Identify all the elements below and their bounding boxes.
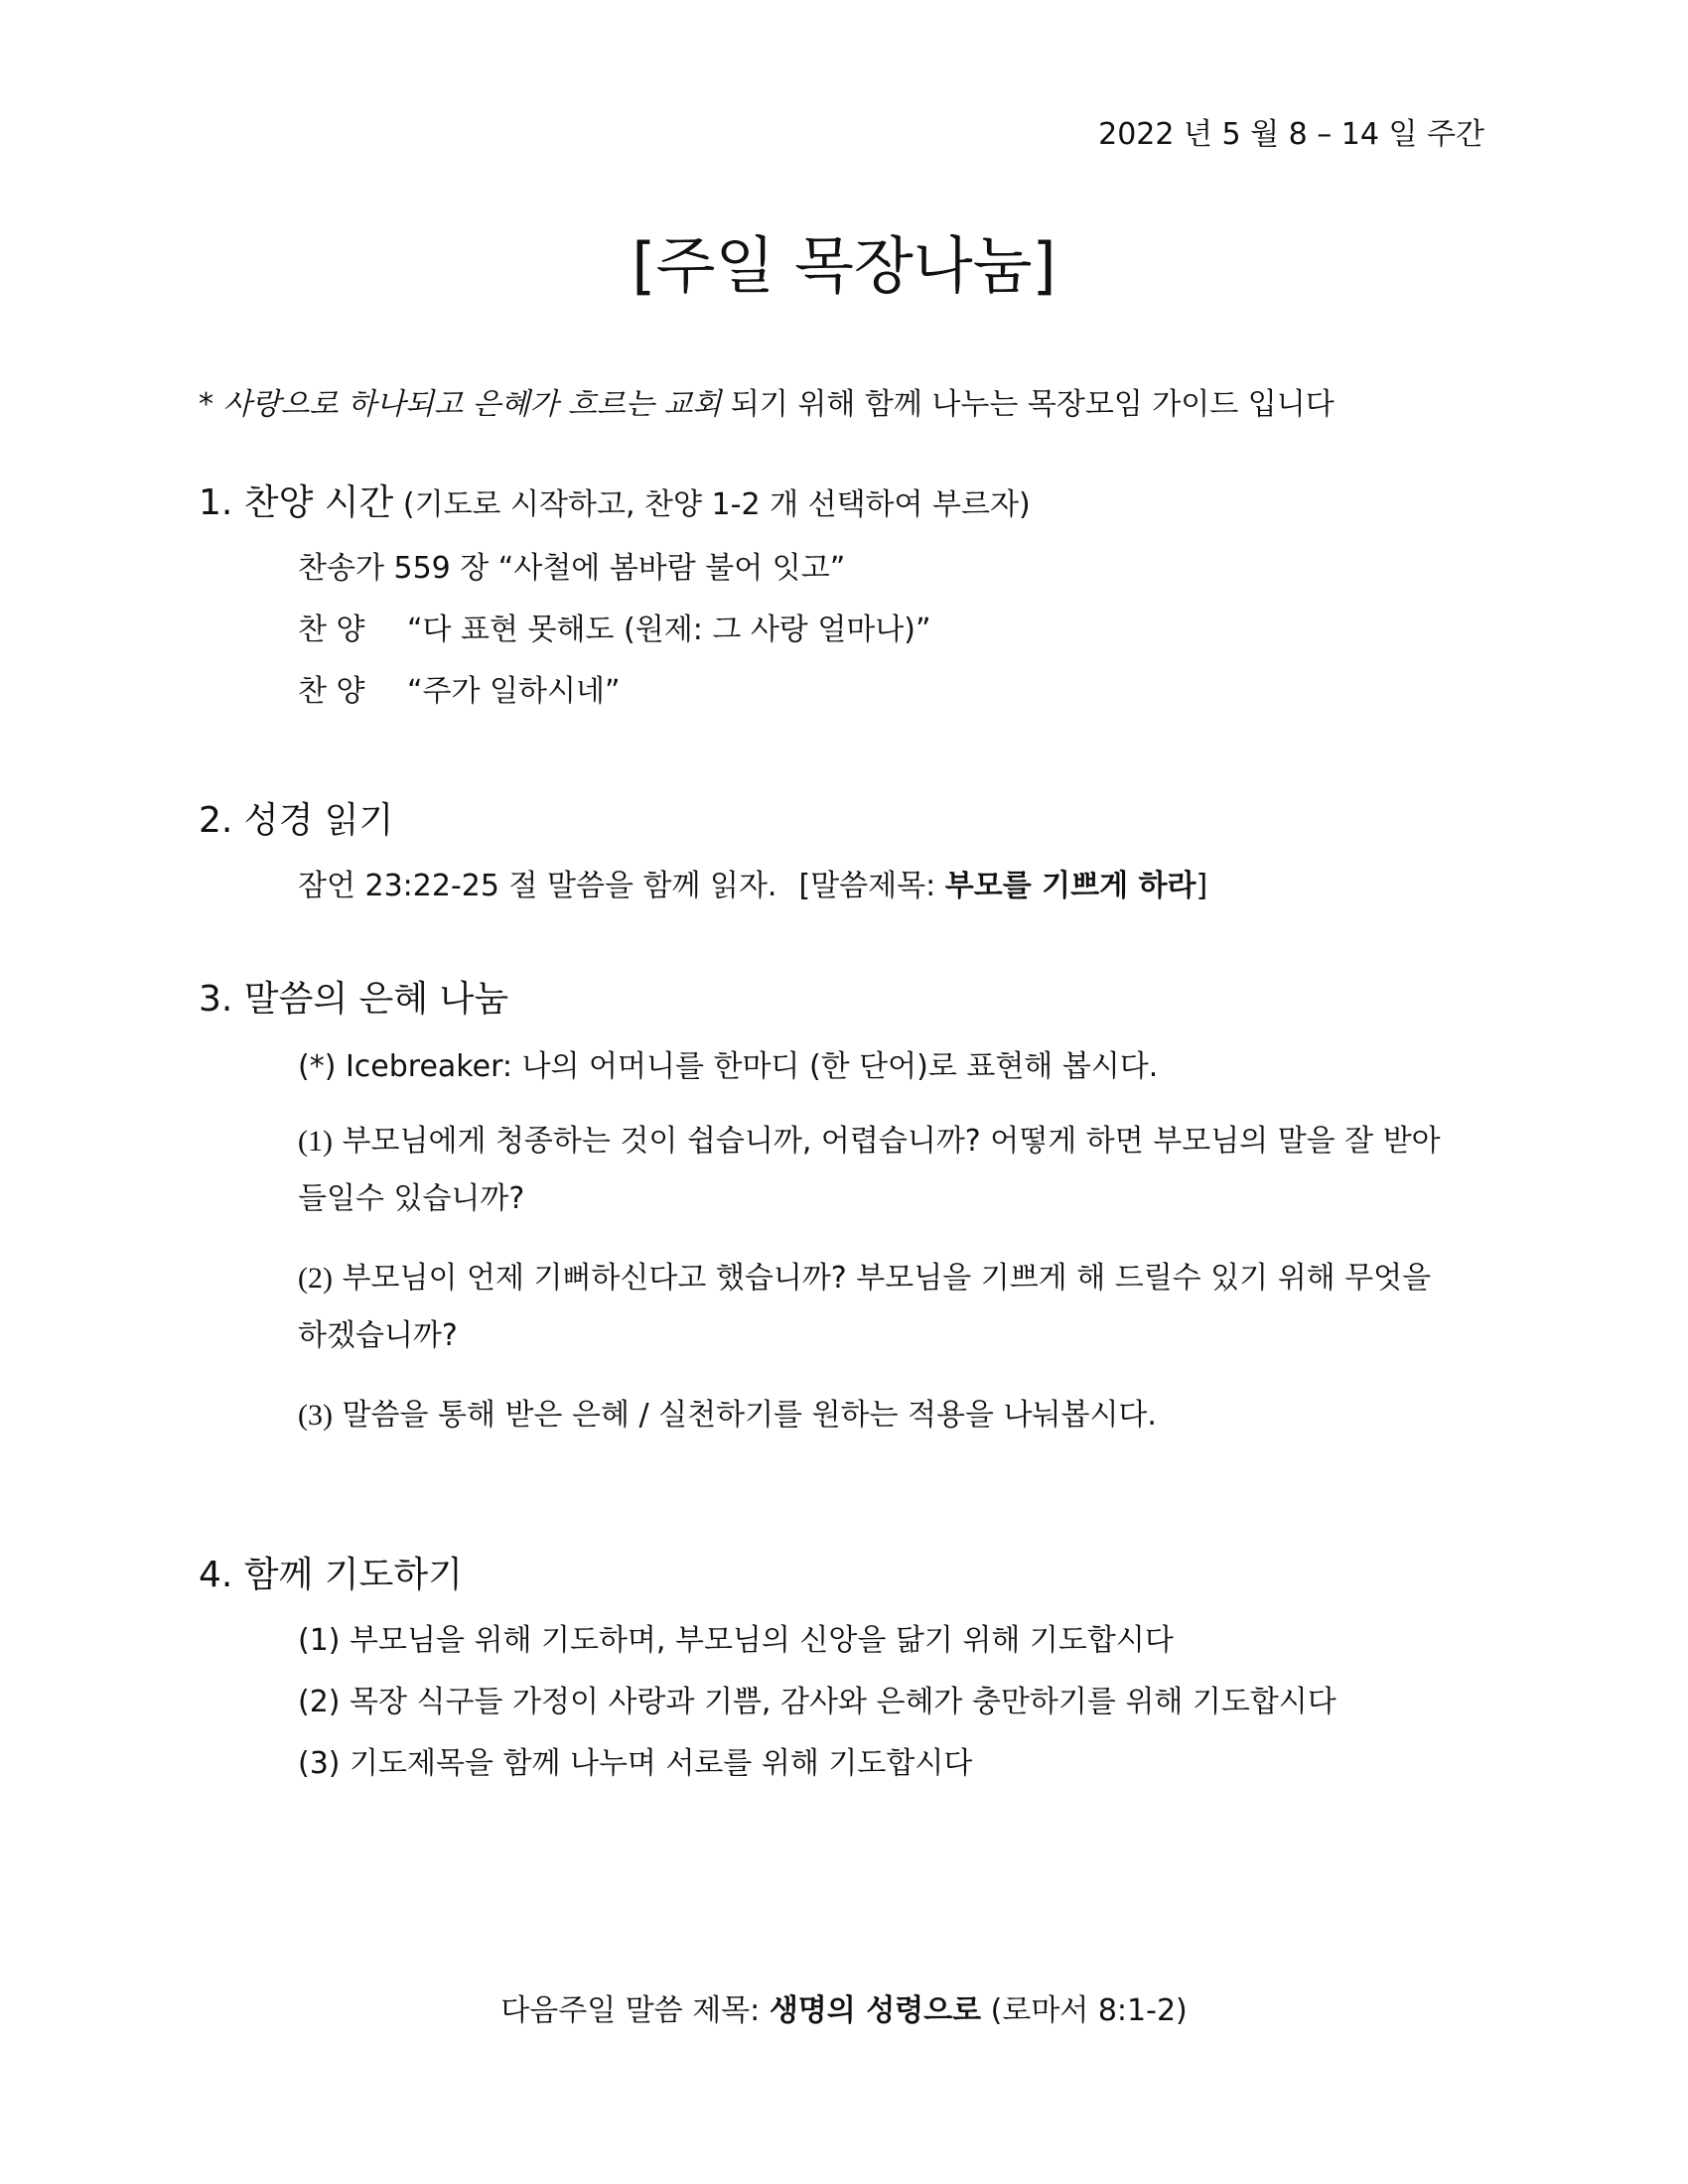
reading-passage: 잠언 23:22-25 절 말씀을 함께 읽자. (298, 869, 777, 903)
sermon-prefix: [말씀제목: (798, 869, 945, 903)
song-title: “주가 일하시네” (407, 674, 621, 709)
section-sharing (199, 971, 1489, 1444)
section-heading-text: 1. 찬양 시간 (199, 482, 394, 523)
date-range: 2022 년 5 월 8 – 14 일 주간 (1098, 117, 1484, 152)
question-number: (3) (298, 1399, 333, 1432)
question-item (298, 1113, 1450, 1228)
prayer-item: (2) 목장 식구들 가정이 사랑과 기쁨, 감사와 은혜가 충만하기를 위해 기도합시다 (298, 1685, 1336, 1719)
question-text: 부모님에게 청종하는 것이 쉽습니까, 어렵습니까? 어떻게 하면 부모님의 말을 잘 받아들일수 있습니까? (298, 1124, 1441, 1216)
song-label: 찬 양 (298, 674, 365, 709)
question-number: (1) (298, 1125, 333, 1158)
section-worship (199, 475, 1489, 710)
intro-emphasis: 사랑으로 하나되고 은혜가 흐르는 교회 (222, 387, 722, 422)
section-heading (199, 475, 1489, 525)
page-title: [주일 목장나눔] (632, 229, 1056, 302)
section-heading: 2. 성경 읽기 (199, 800, 394, 841)
song-title: “사철에 봄바람 불어 잇고” (489, 551, 846, 586)
section-heading: 4. 함께 기도하기 (199, 1555, 463, 1595)
sermon-suffix: ] (1196, 869, 1208, 903)
intro-text (199, 379, 1335, 423)
footer-sermon-title: 생명의 성령으로 (769, 1993, 982, 2028)
question-item (298, 1387, 1450, 1444)
prayer-item: (1) 부모님을 위해 기도하며, 부모님의 신앙을 닮기 위해 기도합시다 (298, 1623, 1174, 1658)
next-week-sermon (0, 1985, 1688, 2029)
song-item (298, 543, 1489, 587)
prayer-item: (3) 기도제목을 함께 나누며 서로를 위해 기도합시다 (298, 1746, 973, 1781)
song-title: “다 표현 못해도 (원제: 그 사랑 얼마나)” (407, 613, 931, 647)
reading-line (298, 861, 1489, 904)
question-text: 부모님이 언제 기뻐하신다고 했습니까? 부모님을 기쁘게 해 드릴수 있기 위해 무엇을 하겠습니까? (298, 1261, 1432, 1353)
song-label: 찬송가 559 장 (298, 551, 490, 586)
intro-prefix: * (199, 387, 223, 422)
section-bible-reading (199, 792, 1489, 904)
footer-prefix: 다음주일 말씀 제목: (500, 1993, 770, 2028)
icebreaker: (*) Icebreaker: 나의 어머니를 한마디 (한 단어)로 표현해 봅시다. (298, 1049, 1159, 1084)
section-prayer (199, 1547, 1489, 1782)
question-item (298, 1250, 1450, 1365)
footer-reference: (로마서 8:1-2) (981, 1993, 1188, 2028)
song-item (298, 666, 1489, 710)
question-text: 말씀을 통해 받은 은혜 / 실천하기를 원하는 적용을 나눠봅시다. (332, 1398, 1157, 1433)
intro-suffix: 되기 위해 함께 나누는 목장모임 가이드 입니다 (721, 387, 1335, 422)
song-item (298, 605, 1489, 648)
section-heading-note: (기도로 시작하고, 찬양 1-2 개 선택하여 부르자) (393, 487, 1031, 522)
question-number: (2) (298, 1262, 333, 1295)
section-heading: 3. 말씀의 은혜 나눔 (199, 979, 509, 1020)
song-label: 찬 양 (298, 613, 365, 647)
sermon-title: 부모를 기쁘게 하라 (944, 869, 1196, 903)
